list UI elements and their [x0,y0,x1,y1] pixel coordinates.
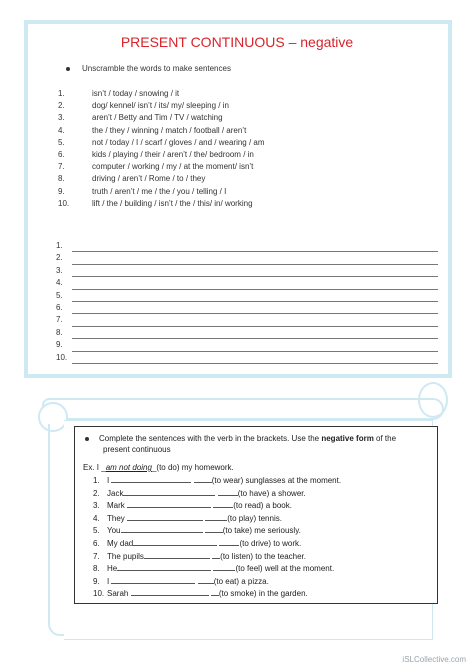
answer-blank[interactable] [133,538,217,546]
sentence-number: 1. [93,476,100,485]
completion-sentence [93,538,341,551]
scrambled-sentence [58,88,265,100]
answer-line[interactable] [72,318,438,327]
answer-blank[interactable] [127,500,211,508]
sentence-words: the / they / winning / match / football / aren’t [92,125,247,135]
answer-blank[interactable] [111,475,191,483]
sentence-end: (to feel) well at the moment. [235,564,335,574]
sentence-number: 8. [93,564,100,574]
answer-line[interactable] [72,256,438,265]
completion-sentence-list [93,475,341,601]
answer-blank[interactable] [117,563,211,571]
answer-number: 10. [56,352,68,362]
sentence-start: You [107,526,121,536]
sentence-end: (to play) tennis. [227,513,282,523]
answer-line-row [56,339,438,351]
answer-number: 4. [56,278,63,288]
sentence-end: (to listen) to the teacher. [220,551,306,561]
sentence-number: 4. [58,125,65,135]
answer-blank[interactable] [121,525,203,533]
sentence-start: Jack [107,488,124,498]
sentence-end: (to have) a shower. [237,488,306,498]
scrambled-sentence [58,137,265,149]
answer-line-row [56,352,438,364]
answer-number: 1. [56,240,63,250]
sentence-start: He [107,564,118,574]
answer-blank[interactable] [144,551,210,559]
answer-line-row [56,277,438,289]
unscramble-instruction-text: Unscramble the words to make sentences [82,64,231,73]
answer-line[interactable] [72,243,438,252]
answer-number: 3. [56,265,63,275]
sentence-words: driving / aren’t / Rome / to / they [92,174,206,184]
answer-blank-tail[interactable] [213,500,233,508]
answer-blank-tail[interactable] [205,525,223,533]
completion-sentence [93,525,341,538]
completion-sentence [93,588,341,601]
scrambled-sentence [58,186,265,198]
answer-blank-tail[interactable] [205,513,227,521]
instruction-text-post: of the [373,434,397,443]
example-prefix: Ex. I _ [83,463,106,472]
answer-blank[interactable] [131,588,209,596]
scrambled-sentence [58,149,265,161]
answer-blank-tail[interactable] [219,538,239,546]
answer-line-row [56,327,438,339]
completion-sentence [93,488,341,501]
sentence-start: The pupils [107,551,144,561]
answer-blank-tail[interactable] [218,488,238,496]
sentence-start: Sarah [107,589,131,599]
bullet-icon [66,67,70,71]
answer-line[interactable] [72,330,438,339]
sentence-words: not / today / I / scarf / gloves / and / wearing / am [92,137,265,147]
sentence-number: 6. [58,149,65,159]
sentence-number: 3. [93,501,100,511]
bullet-icon [85,437,89,441]
sentence-words: truth / aren’t / me / the / you / telling / I [92,186,227,196]
sentence-number: 10. [58,198,70,208]
answer-number: 9. [56,340,63,350]
answer-line[interactable] [72,343,438,352]
sentence-number: 6. [93,538,100,548]
sentence-words: lift / the / building / isn’t / the / this/ in/ working [92,198,253,208]
sentence-words: isn’t / today / snowing / it [92,89,180,98]
answer-blank[interactable] [127,513,203,521]
sentence-number: 7. [58,162,65,172]
answer-blank[interactable] [123,488,215,496]
scroll-right-curl [418,382,448,418]
sentence-start: They [107,513,128,523]
scrambled-sentence [58,125,265,137]
sentence-number: 7. [93,551,100,561]
scrambled-sentence [58,198,265,210]
sentence-number: 2. [93,488,100,498]
sentence-number: 5. [58,137,65,147]
completion-sentence [93,500,341,513]
sentence-number: 4. [93,513,100,523]
sentence-words: computer / working / my / at the moment/ isn’t [92,162,254,172]
instruction-text-line2: present continuous [103,445,171,454]
sentence-end: (to smoke) in the garden. [218,589,308,599]
sentence-start: I [107,476,112,485]
answer-blank-tail[interactable] [212,551,220,559]
example-sentence [83,463,234,472]
scrambled-sentence [58,161,265,173]
answer-blank[interactable] [111,576,195,584]
scrambled-sentence [58,173,265,185]
unscramble-instruction [66,64,231,73]
page-title: PRESENT CONTINUOUS – negative [120,34,354,50]
sentence-number: 3. [58,113,65,123]
instruction-text-bold: negative form [321,434,374,443]
completion-sentence [93,563,341,576]
sentence-end: (to wear) sunglasses at the moment. [211,476,342,485]
answer-blank-tail[interactable] [194,475,212,483]
completion-sentence [93,551,341,564]
answer-line-row [56,302,438,314]
scrambled-sentence [58,100,265,112]
example-suffix: _(to do) my homework. [151,463,234,472]
site-watermark: iSLCollective.com [402,655,466,664]
answer-number: 5. [56,290,63,300]
answer-blank-tail[interactable] [213,563,235,571]
sentence-words: dog/ kennel/ isn’t / its/ my/ sleeping / in [92,101,229,111]
answer-number: 6. [56,302,63,312]
answer-number: 8. [56,327,63,337]
completion-sentence [93,576,341,589]
answer-line[interactable] [72,293,438,302]
sentence-number: 8. [58,174,65,184]
scroll-top-roll [42,398,444,420]
answer-line[interactable] [72,281,438,290]
answer-line-row [56,252,438,264]
sentence-words: kids / playing / their / aren’t / the/ bedroom / in [92,149,254,159]
answer-line[interactable] [72,355,438,364]
instruction-text-pre: Complete the sentences with the verb in the brackets. Use the [99,434,322,443]
completion-sentence [93,513,341,526]
answer-line-row [56,290,438,302]
example-answer: am not doing [105,463,152,472]
answer-line[interactable] [72,268,438,277]
scrambled-sentence [58,112,265,124]
completion-instruction [85,433,425,455]
answer-line-row [56,314,438,326]
answer-line-row [56,240,438,252]
answer-lines-list [56,240,438,364]
answer-line[interactable] [72,305,438,314]
sentence-end: (to drive) to work. [239,538,302,548]
sentence-words: aren’t / Betty and Tim / TV / watching [92,113,223,123]
sentence-start: My dad [107,538,134,548]
answer-line-row [56,265,438,277]
sentence-start: Mark [107,501,127,511]
answer-blank-tail[interactable] [198,576,214,584]
sentence-number: 2. [58,101,65,111]
sentence-number: 9. [93,576,100,586]
sentence-number: 9. [58,186,65,196]
sentence-end: (to take) me seriously. [222,526,301,536]
answer-number: 7. [56,315,63,325]
scrambled-sentence-list [58,88,265,210]
sentence-end: (to eat) a pizza. [213,576,269,586]
answer-blank-tail[interactable] [211,588,219,596]
sentence-number: 10. [93,589,105,599]
sentence-number: 5. [93,526,100,536]
completion-sentence [93,475,341,488]
answer-number: 2. [56,253,63,263]
sentence-number: 1. [58,89,65,98]
sentence-end: (to read) a book. [233,501,292,511]
sentence-start: I [107,576,112,586]
completion-exercise-box [74,426,438,604]
